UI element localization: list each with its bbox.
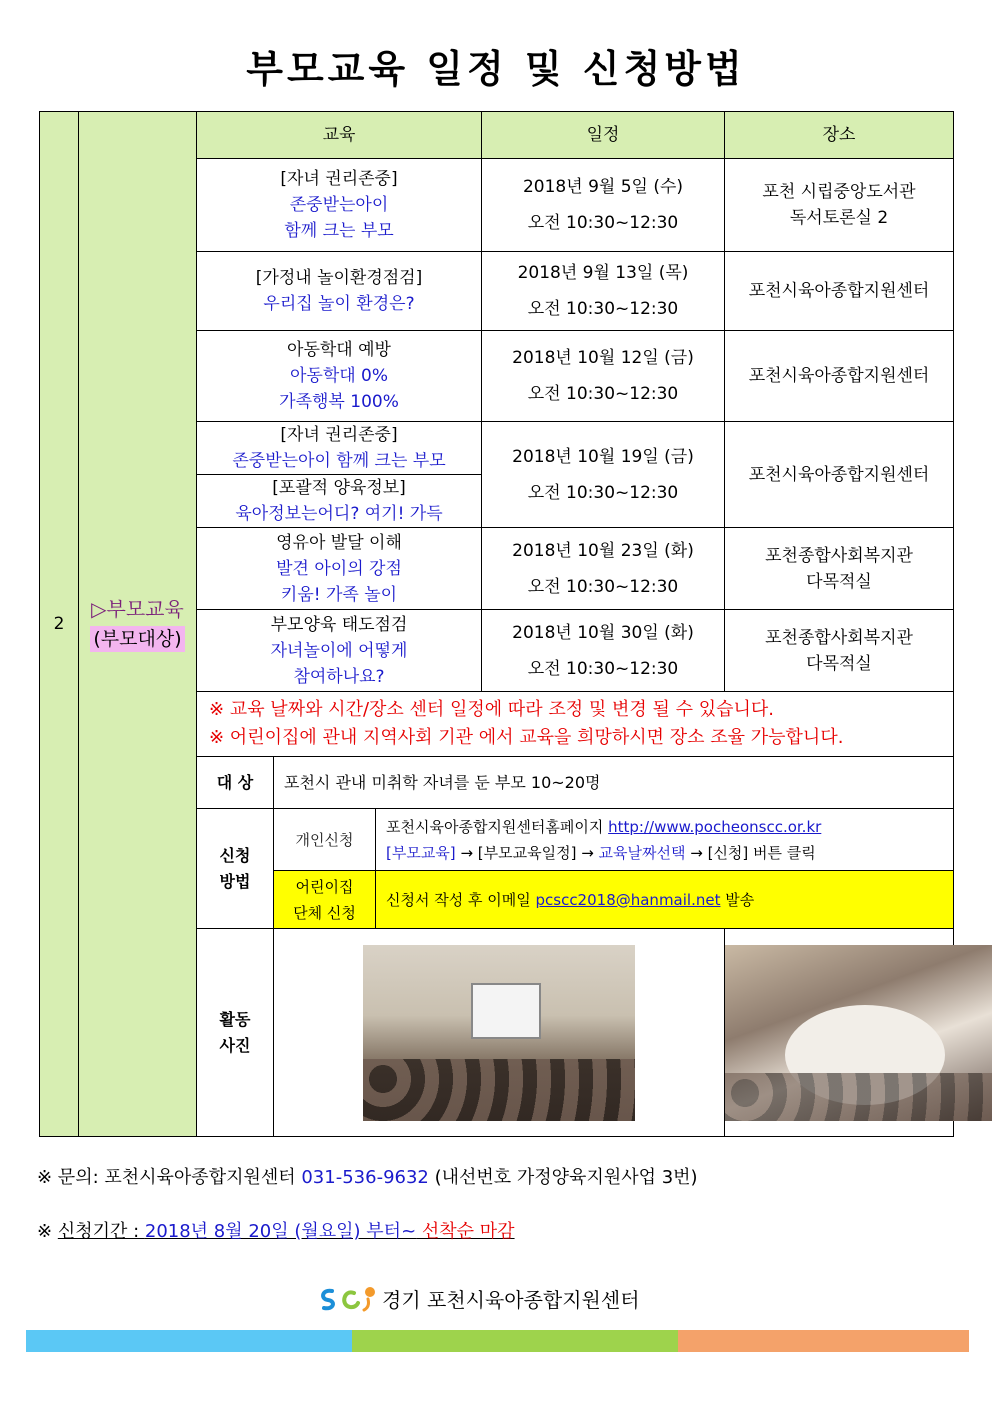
individual-apply-instructions: 포천시육아종합지원센터홈페이지 http://www.pocheonscc.or.kr [부모교육] → [부모교육일정] → 교육날짜선택 → [신청] 버튼 클릭 — [376, 809, 954, 871]
bar-blue — [26, 1330, 352, 1352]
session-title-cell: [포괄적 양육정보] 육아정보는어디? 여기! 가득 — [197, 475, 482, 528]
category-title: ▷부모교육 — [91, 596, 184, 621]
category-cell — [79, 112, 197, 1137]
activity-photo-craft — [725, 945, 992, 1121]
photo-cell — [274, 929, 725, 1137]
page-title: 부모교육 일정 및 신청방법 — [246, 47, 746, 91]
bar-green — [352, 1330, 678, 1352]
photos-label: 활동 사진 — [197, 929, 274, 1137]
category-subtitle: (부모대상) — [90, 626, 184, 652]
activity-photo-lecture — [363, 945, 635, 1121]
target-label: 대 상 — [197, 757, 274, 809]
target-value: 포천시 관내 미취학 자녀를 둔 부모 10~20명 — [274, 757, 954, 809]
session-title-cell: [자녀 권리존중] 존중받는아이 함께 크는 부모 — [197, 422, 482, 475]
session-schedule-cell: 2018년 10월 19일 (금) 오전 10:30~12:30 — [482, 422, 725, 528]
inquiry-line: ※ 문의: 포천시육아종합지원센터 031-536-9632 (내선번호 가정양육지원사업 3번) — [37, 1167, 698, 1188]
session-title-cell: 영유아 발달 이해 발견 아이의 강점 키움! 가족 놀이 — [197, 528, 482, 610]
group-apply-instructions: 신청서 작성 후 이메일 pcscc2018@hanmail.net 발송 — [376, 871, 954, 929]
session-place-cell: 포천종합사회복지관 다목적실 — [725, 528, 954, 610]
schedule-table — [39, 111, 954, 1137]
bar-orange — [678, 1330, 969, 1352]
note-line: ※ 어린이집에 관내 지역사회 기관 에서 교육을 희망하시면 장소 조율 가능합니다. — [209, 727, 844, 748]
inquiry-phone: 031-536-9632 — [301, 1167, 429, 1188]
apply-label: 신청 방법 — [197, 809, 274, 929]
homepage-link[interactable]: http://www.pocheonscc.or.kr — [608, 817, 822, 836]
header-education: 교육 — [197, 112, 482, 159]
session-title-cell: [자녀 권리존중] 존중받는아이 함께 크는 부모 — [197, 159, 482, 252]
row-number-cell: 2 — [40, 112, 79, 1137]
individual-apply-label: 개인신청 — [274, 809, 376, 871]
photo-cell — [725, 929, 954, 1137]
session-title-cell: 부모양육 태도점검 자녀놀이에 어떻게 참여하나요? — [197, 610, 482, 692]
email-link[interactable]: pcscc2018@hanmail.net — [535, 890, 721, 909]
session-place-cell: 포천 시립중앙도서관 독서토론실 2 — [725, 159, 954, 252]
session-schedule-cell: 2018년 9월 5일 (수) 오전 10:30~12:30 — [482, 159, 725, 252]
session-place-cell: 포천시육아종합지원센터 — [725, 422, 954, 528]
header-schedule: 일정 — [482, 112, 725, 159]
note-line: ※ 교육 날짜와 시간/장소 센터 일정에 따라 조정 및 변경 될 수 있습니다. — [209, 699, 775, 720]
notes-cell — [197, 692, 954, 757]
session-schedule-cell: 2018년 10월 12일 (금) 오전 10:30~12:30 — [482, 331, 725, 422]
center-logo-text: 경기 포천시육아종합지원센터 — [382, 1287, 640, 1312]
session-title-cell: 아동학대 예방 아동학대 0% 가족행복 100% — [197, 331, 482, 422]
period-line: ※ 신청기간 : 2018년 8월 20일 (월요일) 부터~ 선착순 마감 — [37, 1221, 515, 1242]
header-place: 장소 — [725, 112, 954, 159]
session-schedule-cell: 2018년 10월 23일 (화) 오전 10:30~12:30 — [482, 528, 725, 610]
group-apply-label: 어린이집 단체 신청 — [274, 871, 376, 929]
center-logo — [318, 1282, 640, 1314]
session-schedule-cell: 2018년 9월 13일 (목) 오전 10:30~12:30 — [482, 252, 725, 331]
session-place-cell: 포천종합사회복지관 다목적실 — [725, 610, 954, 692]
session-place-cell: 포천시육아종합지원센터 — [725, 331, 954, 422]
session-schedule-cell: 2018년 10월 30일 (화) 오전 10:30~12:30 — [482, 610, 725, 692]
center-logo-icon — [318, 1283, 380, 1313]
session-place-cell: 포천시육아종합지원센터 — [725, 252, 954, 331]
session-title-cell: [가정내 놀이환경점검] 우리집 놀이 환경은? — [197, 252, 482, 331]
